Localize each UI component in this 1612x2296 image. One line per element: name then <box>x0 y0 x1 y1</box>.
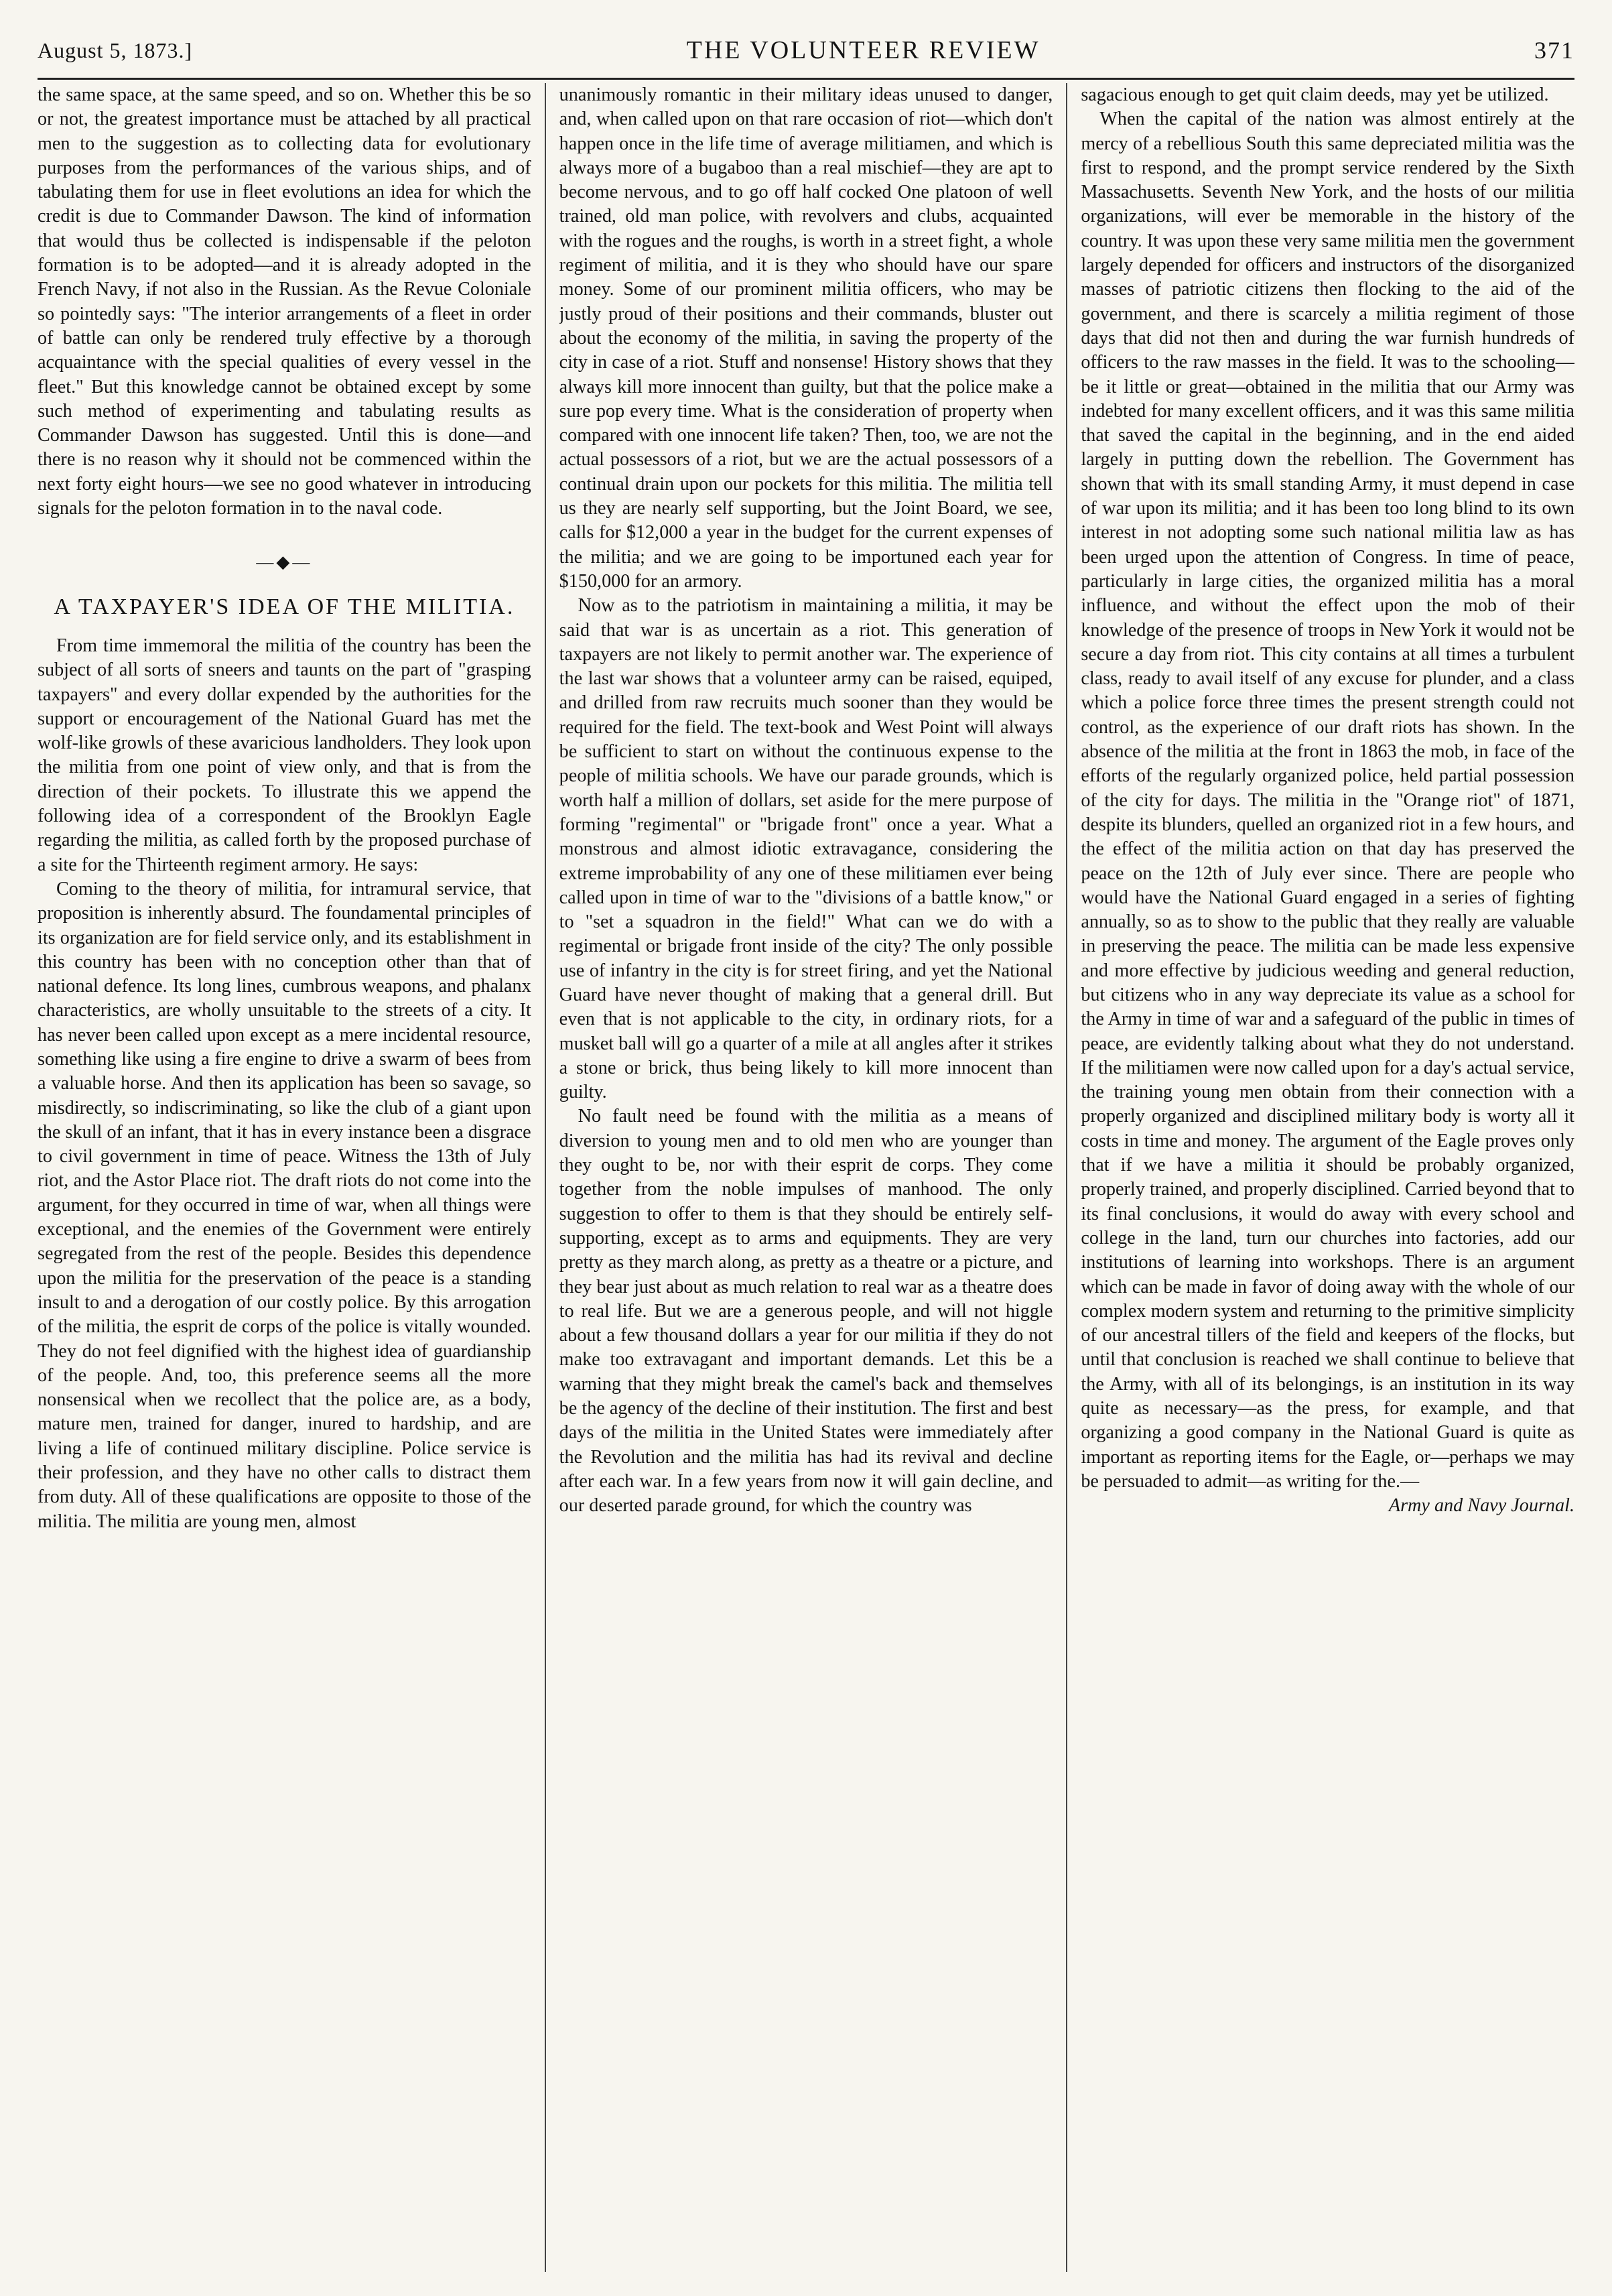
column-rule <box>545 83 546 2272</box>
publication-title: THE VOLUNTEER REVIEW <box>686 36 1040 64</box>
article-paragraph: sagacious enough to get quit claim deeds, may yet be utilized. <box>1081 84 1549 105</box>
header-rule <box>38 78 1574 80</box>
article-paragraph: Now as to the patriotism in maintaining a militia, it may be said that war is as uncertain as a riot. This generation of taxpayers are not likely to permit another war. The experience of the last war shows that a volunteer army can be raised, equiped, and drilled from raw recruits much sooner than they would be required for the field. The text-book and West Point will always be sufficient to start on without the continuous expense to the people of militia schools. We have our parade grounds, which is worth half a million of dollars, set aside for the mere purpose of forming "regimental" or "brigade front" once a year. What a monstrous and almost idiotic extravagance, considering the extreme improbability of any one of these militiamen ever being called upon in time of war to the "divisions of a battle know," or to "set a squadron in the field!" What can we do with a regimental or brigade front inside of the city? The only possible use of infantry in the city is for street firing, and yet the National Guard have never thought of making that a general drill. But even that is not applicable to the city, in ordinary riots, for a musket ball will go a quarter of a mile at all angles after it strikes a stone or brick, thus being likely to kill more innocent than guilty. <box>559 595 1053 1103</box>
column-rule <box>1066 83 1067 2272</box>
article-title: A TAXPAYER'S IDEA OF THE MILITIA. <box>54 594 515 619</box>
article-paragraph: No fault need be found with the militia as a means of diversion to young men and to old men who are younger than they ought to be, nor with their esprit de corps. They come together from the noble impulses of manhood. The only suggestion to offer to them is that they should be entirely self-supporting, except as to arms and equipments. They are very pretty as they march along, as pretty as a theatre or a picture, and they bear just about as much relation to real war as a theatre does to real life. But we are a generous people, and will not higgle about a few thousand dollars a year for our militia if they do not make too extravagant and important demands. Let this be a warning that they might break the camel's back and themselves be the agency of the decline of their institution. The first and best days of the militia in the United States were immediately after the Revolution and the militia has had its revival and decline after each war. In a few years from now it will gain decline, and our deserted parade ground, for which the country was <box>559 1106 1053 1517</box>
column-3 <box>1081 83 1574 2272</box>
article-paragraph: unanimously romantic in their military ideas unused to danger, and, when called upon on that rare occasion of riot—which don't happen once in the life time of average militiamen, and which is always more of a bugaboo than a real mischief—they are apt to become nervous, and to go off half cocked One platoon of well trained, old man police, with revolvers and clubs, acquainted with the rogues and the roughs, is worth in a street fight, a whole regiment of militia, and it is they who should have our spare money. Some of our prominent militia officers, who may be justly proud of their positions and their commands, bluster out about the economy of the militia, in saving the property of the city in case of a riot. Stuff and nonsense! History shows that they always kill more innocent than guilty, but that the police make a sure pop every time. What is the consideration of property when compared with one innocent life taken? Then, too, we are not the actual possessors of a riot, but we are the actual possessors of a continual drain upon our pockets for this militia. The militia tell us they are nearly self supporting, but the Joint Board, we see, calls for $12,000 a year in the budget for the current expenses of the militia; and we are going to be importuned each year for $150,000 for an armory. <box>559 84 1053 592</box>
article-paragraph: When the capital of the nation was almost entirely at the mercy of a rebellious South this same depreciated militia was the first to respond, and the prompt service rendered by the Sixth Massachusetts. Seventh New York, and the hosts of our militia organizations, will ever be memorable in the history of the country. It was upon these very same militia men the government largely depended for officers and instructors of the disorganized masses of patriotic citizens then flocking to the aid of the government, and there is scarcely a militia regiment of those days that did not then and during the war furnish hundreds of officers to the raw masses in the field. It was to the schooling—be it little or great—obtained in the militia that our Army was indebted for many excellent officers, and it was this same militia that saved the capital in the beginning, and in the end aided largely in putting down the rebellion. The Government has shown that with its small standing Army, it must depend in case of war upon its militia; and it has been too long blind to its own interest in not adopting some such national militia law as has been urged upon the attention of Congress. In time of peace, particularly in large cities, the organized militia has a moral influence, and without the effect upon the mob of their knowledge of the presence of troops in New York it would not be secure a day from riot. This city contains at all times a turbulent class, ready to avail itself of any excuse for plunder, and a class which a police force three times the present strength could not control, as the experience of our draft riots has shown. In the absence of the militia at the front in 1863 the mob, in face of the efforts of the regularly organized police, held partial possession of the city for days. The militia in the "Orange riot" of 1871, despite its blunders, quelled an organized riot in a few hours, and the effect of the militia action on that day has preserved the peace on the 12th of July ever since. There are people who would have the National Guard engaged in a series of fighting annually, so as to show to the public that they really are valuable in preserving the peace. The militia can be made less expensive and more effective by judicious weeding and general reduction, but citizens who in any way depreciate its value as a school for the Army in time of war and a safeguard of the public in times of peace, are evidently talking about what they do not understand. If the militiamen were now called upon for a day's actual service, the training young men obtain from their connection with a properly organized and disciplined military body is worty all it costs in time and money. The argument of the Eagle proves only that if we have a militia it should be probably organized, properly trained, and properly disciplined. Carried beyond that to its final conclusions, it would do away with every school and college in the land, turn our churches into factories, add our institutions of learning into workshops. There is an argument which can be made in favor of doing away with the whole of our complex modern system and returning to the primitive simplicity of our ancestral tillers of the field and keepers of the flocks, but until that conclusion is reached we shall continue to believe that the Army, with all of its belongings, is an institution in its way quite as necessary—as the press, for example, and that organizing a good company in the National Guard is quite as important as reporting items for the Eagle, or—perhaps we may be persuaded to admit—as writing for the.— <box>1081 109 1574 1492</box>
fleet-article-end-paragraph: the same space, at the same speed, and so on. Whether this be so or not, the greatest importance must be attached by all practical men to the suggestion as to collecting data for evolutionary purposes from the performances of the various ships, and of tabulating them for use in fleet evolutions an idea for which the credit is due to Commander Dawson. The kind of information that would thus be collected is indispensable if the peloton formation is to be adopted—and it is already adopted in the French Navy, if not also in the Russian. As the Revue Coloniale so pointedly says: "The interior arrangements of a fleet in order of battle can only be rendered truly effective by a thorough acquaintance with the special qualities of every vessel in the fleet." But this knowledge cannot be obtained except by some such method of experimenting and tabulating results as Commander Dawson has suggested. Until this is done—and there is no reason why it should not be commenced within the next forty eight hours—we see no good whatever in introducing signals for the peloton formation in to the naval code. <box>38 84 531 519</box>
newspaper-page <box>38 27 1574 2272</box>
article-source: Army and Navy Journal. <box>1388 1495 1574 1517</box>
page-header <box>38 27 1574 74</box>
article-paragraph: Coming to the theory of militia, for intramural service, that proposition is inherently absurd. The foundamental principles of its organization are for field service only, and its establishment in this country has been with no conception other than that of national defence. Its long lines, cumbrous weapons, and phalanx characteristics, are wholly unsuitable to the streets of a city. It has never been called upon except as a mere incidental resource, something like using a fire engine to drive a swarm of bees from a valuable horse. And then its application has been so savage, so misdirectly, so indiscriminating, so like the club of a giant upon the skull of an infant, that it has in every instance been a disgrace to civil government in time of peace. Witness the 13th of July riot, and the Astor Place riot. The draft riots do not come into the argument, for they occurred in time of war, when all things were exceptional, and the enemies of the Government were entirely segregated from the rest of the people. Besides this dependence upon the militia for the preservation of the peace is a standing insult to and a derogation of our costly police. By this arrogation of the militia, the esprit de corps of the police is vitally wounded. They do not feel dignified with the highest idea of guardianship of the people. And, too, this preference seems all the more nonsensical when we recollect that the police are, as a body, mature men, trained for danger, inured to hardship, and are living a life of continued military discipline. Police service is their profession, and they have no other calls to distract them from duty. All of these qualifications are opposite to those of the militia. The militia are young men, almost <box>38 878 531 1532</box>
page-number: 371 <box>1534 37 1574 64</box>
article-divider: —◆— <box>256 552 313 572</box>
article-paragraph: From time immemoral the militia of the country has been the subject of all sorts of sneers and taunts on the part of "grasping taxpayers" and every dollar expended by the authorities for the support or encouragement of the National Guard has met the wolf-like growls of these avaricious landholders. They look upon the militia from one point of view only, and that is from the direction of their pockets. To illustrate this we append the following idea of a correspondent of the Brooklyn Eagle regarding the militia, as called forth by the proposed purchase of a site for the Thirteenth regiment armory. He says: <box>38 635 531 875</box>
issue-date: August 5, 1873.] <box>38 38 193 62</box>
columns <box>38 83 1574 2272</box>
column-1 <box>38 83 531 2272</box>
column-2 <box>559 83 1053 2272</box>
